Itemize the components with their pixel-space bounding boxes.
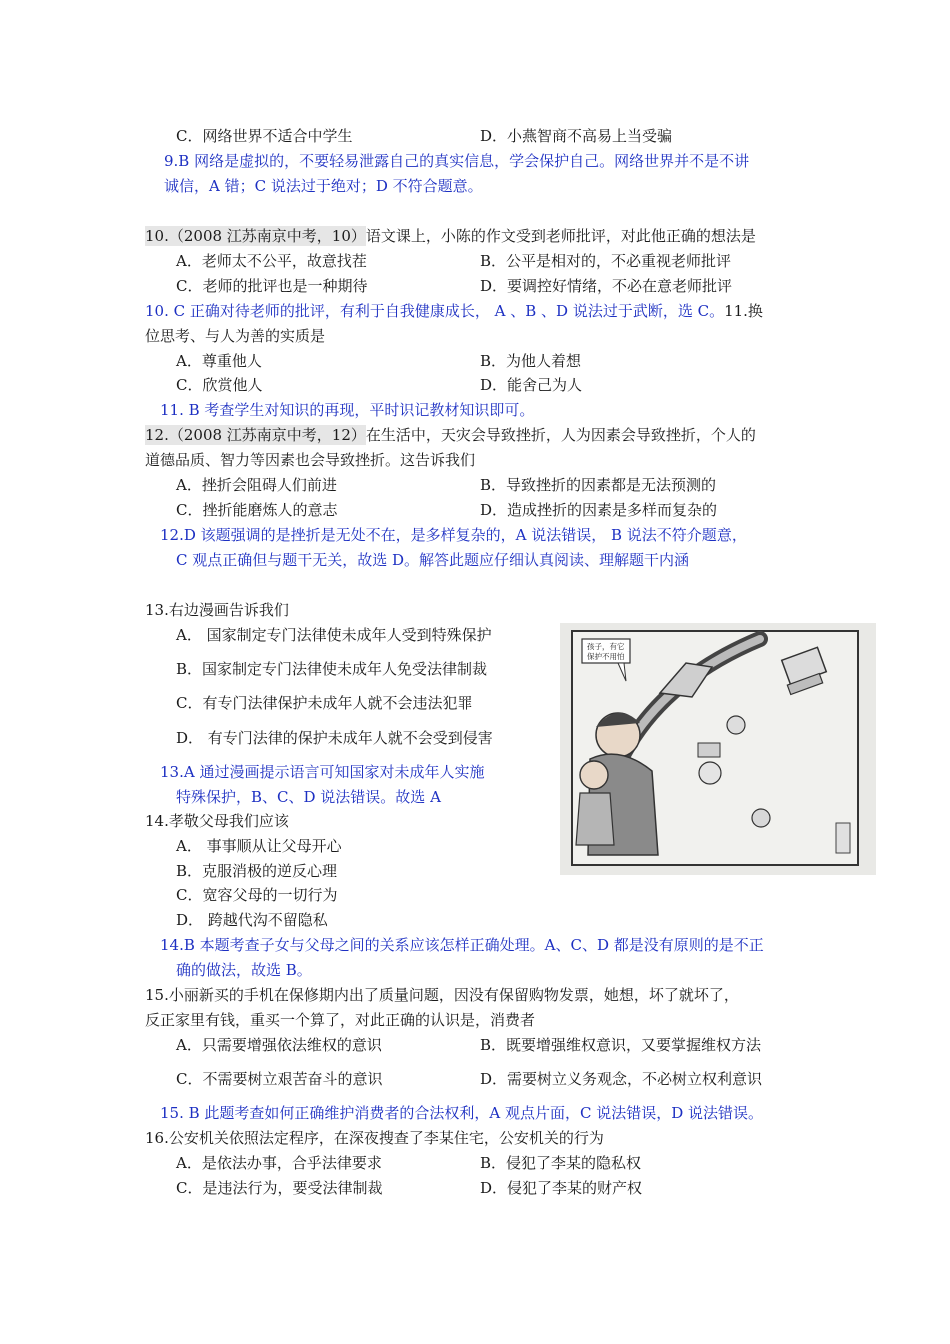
- q11-option-b: B．为他人着想: [480, 352, 582, 370]
- falling-disc: [699, 762, 721, 784]
- answer-14-line2: 确的做法，故选 B。: [176, 961, 312, 979]
- q14-option-c: C．宽容父母的一切行为: [176, 886, 338, 904]
- falling-box: [698, 743, 720, 757]
- q15-option-c: C．不需要树立艰苦奋斗的意识: [176, 1070, 383, 1088]
- q14-option-b: B．克服消极的逆反心理: [176, 862, 338, 880]
- speech-bubble-line2: 保护不用怕: [587, 652, 625, 661]
- q15-option-d: D．需要树立义务观念，不必树立权利意识: [480, 1070, 763, 1088]
- q12-option-c: C．挫折能磨炼人的意志: [176, 501, 338, 519]
- answer-13-line1: 13.A 通过漫画提示语言可知国家对未成年人实施: [160, 763, 485, 781]
- q11-stem-start: 11.换: [724, 302, 763, 320]
- cartoon-signature: [836, 823, 850, 853]
- q16-option-c: C．是违法行为，要受法律制裁: [176, 1179, 383, 1197]
- falling-item: [752, 809, 770, 827]
- falling-object: [727, 716, 745, 734]
- q14-option-d: D． 跨越代沟不留隐私: [176, 911, 328, 929]
- child-head: [580, 761, 608, 789]
- q16-option-d: D．侵犯了李某的财产权: [480, 1179, 643, 1197]
- answer-11: 11. B 考查学生对知识的再现，平时识记教材知识即可。: [160, 401, 535, 419]
- q15-option-a: A．只需要增强依法维权的意识: [176, 1036, 382, 1054]
- q11-option-a: A．尊重他人: [176, 352, 262, 370]
- q15-stem-line1: 15.小丽新买的手机在保修期内出了质量问题，因没有保留购物发票，她想，坏了就坏了，: [145, 986, 739, 1004]
- q13-option-b: B．国家制定专门法律使未成年人免受法律制裁: [176, 660, 488, 678]
- speech-bubble-line1: 孩子，有它: [587, 642, 625, 651]
- answer-9-line1: 9.B 网络是虚拟的，不要轻易泄露自己的真实信息，学会保护自己。网络世界并不是不讲: [164, 152, 750, 170]
- q12-option-b: B．导致挫折的因素都是无法预测的: [480, 476, 717, 494]
- q13-option-d: D． 有专门法律的保护未成年人就不会受到侵害: [176, 729, 493, 747]
- q14-stem: 14.孝敬父母我们应该: [145, 812, 289, 830]
- cartoon-illustration: [560, 623, 876, 875]
- q12-stem-line2: 道德品质、智力等因素也会导致挫折。这告诉我们: [145, 451, 476, 469]
- answer-10-line: [145, 301, 763, 321]
- q16-option-b: B．侵犯了李某的隐私权: [480, 1154, 642, 1172]
- q10-option-d: D．要调控好情绪，不必在意老师批评: [480, 277, 733, 295]
- q12-option-d: D．造成挫折的因素是多样而复杂的: [480, 501, 718, 519]
- q12-option-a: A．挫折会阻碍人们前进: [176, 476, 337, 494]
- q10-stem: [145, 226, 756, 246]
- q13-option-a: A． 国家制定专门法律使未成年人受到特殊保护: [176, 626, 492, 644]
- answer-10: 10. C 正确对待老师的批评，有利于自我健康成长， A 、B 、D 说法过于武断，选 C。: [145, 302, 725, 320]
- q13-stem: 13.右边漫画告诉我们: [145, 601, 289, 619]
- q15-stem-line2: 反正家里有钱，重买一个算了，对此正确的认识是，消费者: [145, 1011, 536, 1029]
- q11-stem: 位思考、与人为善的实质是: [145, 327, 326, 345]
- q13-option-c: C．有专门法律保护未成年人就不会违法犯罪: [176, 694, 473, 712]
- q14-option-a: A． 事事顺从让父母开心: [176, 837, 342, 855]
- q16-option-a: A．是依法办事，合乎法律要求: [176, 1154, 382, 1172]
- child-body: [576, 793, 614, 845]
- q8-option-c: C．网络世界不适合中学生: [176, 127, 353, 145]
- q10-option-b: B．公平是相对的，不必重视老师批评: [480, 252, 732, 270]
- q8-option-d: D．小燕智商不高易上当受骗: [480, 127, 673, 145]
- answer-14-line1: 14.B 本题考查子女与父母之间的关系应该怎样正确处理。A、C、D 都是没有原则的是不正: [160, 936, 764, 954]
- q12-stem-line1: [145, 425, 756, 445]
- answer-13-line2: 特殊保护，B、C、D 说法错误。故选 A: [176, 788, 441, 806]
- q12-source: 12.（2008 江苏南京中考，12）: [145, 426, 366, 444]
- answer-12-line2: C 观点正确但与题干无关，故选 D。解答此题应仔细认真阅读、理解题干内涵: [176, 551, 690, 569]
- answer-15: 15. B 此题考查如何正确维护消费者的合法权利，A 观点片面，C 说法错误，D 说法错误。: [160, 1104, 764, 1122]
- q10-option-c: C．老师的批评也是一种期待: [176, 277, 368, 295]
- answer-12-line1: 12.D 该题强调的是挫折是无处不在，是多样复杂的，A 说法错误， B 说法不符介题意，: [160, 526, 747, 544]
- answer-9-line2: 诚信，A 错；C 说法过于绝对；D 不符合题意。: [164, 177, 483, 195]
- q11-option-c: C．欣赏他人: [176, 376, 263, 394]
- cartoon-drawing: [560, 623, 876, 875]
- q10-source: 10.（2008 江苏南京中考，10）: [145, 227, 366, 245]
- q15-option-b: B．既要增强维权意识，又要掌握维权方法: [480, 1036, 762, 1054]
- q10-stem-text: 语文课上，小陈的作文受到老师批评，对此他正确的想法是: [365, 227, 756, 245]
- q11-option-d: D．能舍己为人: [480, 376, 583, 394]
- q10-option-a: A．老师太不公平，故意找茬: [176, 252, 367, 270]
- q12-stem-text: 在生活中，天灾会导致挫折，人为因素会导致挫折，个人的: [365, 426, 756, 444]
- q16-stem: 16.公安机关依照法定程序，在深夜搜查了李某住宅，公安机关的行为: [145, 1129, 604, 1147]
